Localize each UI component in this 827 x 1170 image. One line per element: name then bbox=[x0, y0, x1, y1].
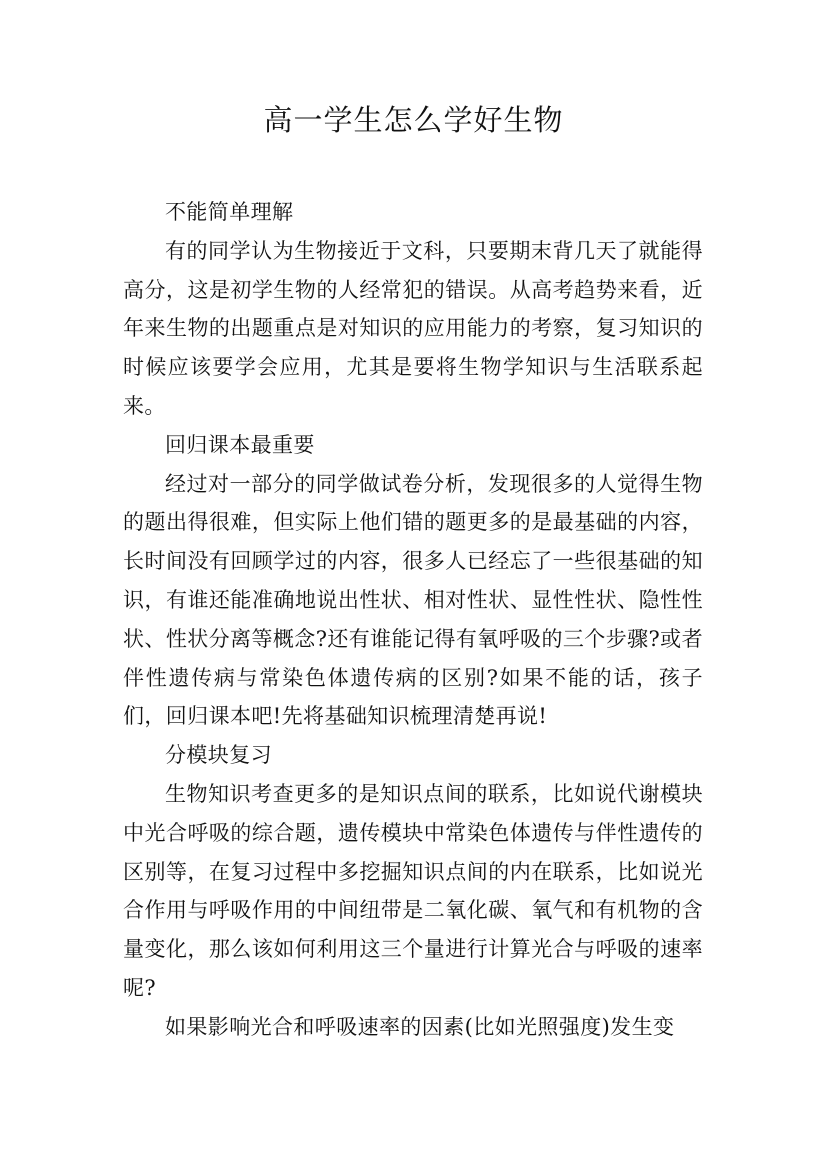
paragraph: 如果影响光合和呼吸速率的因素(比如光照强度)发生变 bbox=[165, 1014, 675, 1039]
document-title: 高一学生怎么学好生物 bbox=[263, 103, 564, 137]
section-heading: 分模块复习 bbox=[165, 743, 272, 768]
document-body bbox=[123, 193, 703, 1047]
section-heading: 不能简单理解 bbox=[165, 200, 294, 224]
paragraph: 生物知识考查更多的是知识点间的联系，比如说代谢模块中光合呼吸的综合题，遗传模块中常染色体遗传与伴性遗传的区别等，在复习过程中多挖掘知识点间的内在联系，比如说光合作用与呼吸作用的中间纽带是二氧化碳、氧气和有机物的含量变化，那么该如何利用这三个量进行计算光合与呼吸的速率呢? bbox=[123, 781, 703, 1000]
paragraph: 有的同学认为生物接近于文科，只要期末背几天了就能得高分，这是初学生物的人经常犯的错误。从高考趋势来看，近年来生物的出题重点是对知识的应用能力的考察，复习知识的时候应该要学会应用，尤其是要将生物学知识与生活联系起来。 bbox=[123, 238, 703, 418]
paragraph: 经过对一部分的同学做试卷分析，发现很多的人觉得生物的题出得很难，但实际上他们错的题更多的是最基础的内容，长时间没有回顾学过的内容，很多人已经忘了一些很基础的知识，有谁还能准确地说出性状、相对性状、显性性状、隐性性状、性状分离等概念?还有谁能记得有氧呼吸的三个步骤?或者伴性遗传病与常染色体遗传病的区别?如果不能的话，孩子们，回归课本吧!先将基础知识梳理清楚再说! bbox=[123, 471, 703, 729]
section-heading: 回归课本最重要 bbox=[165, 432, 315, 457]
